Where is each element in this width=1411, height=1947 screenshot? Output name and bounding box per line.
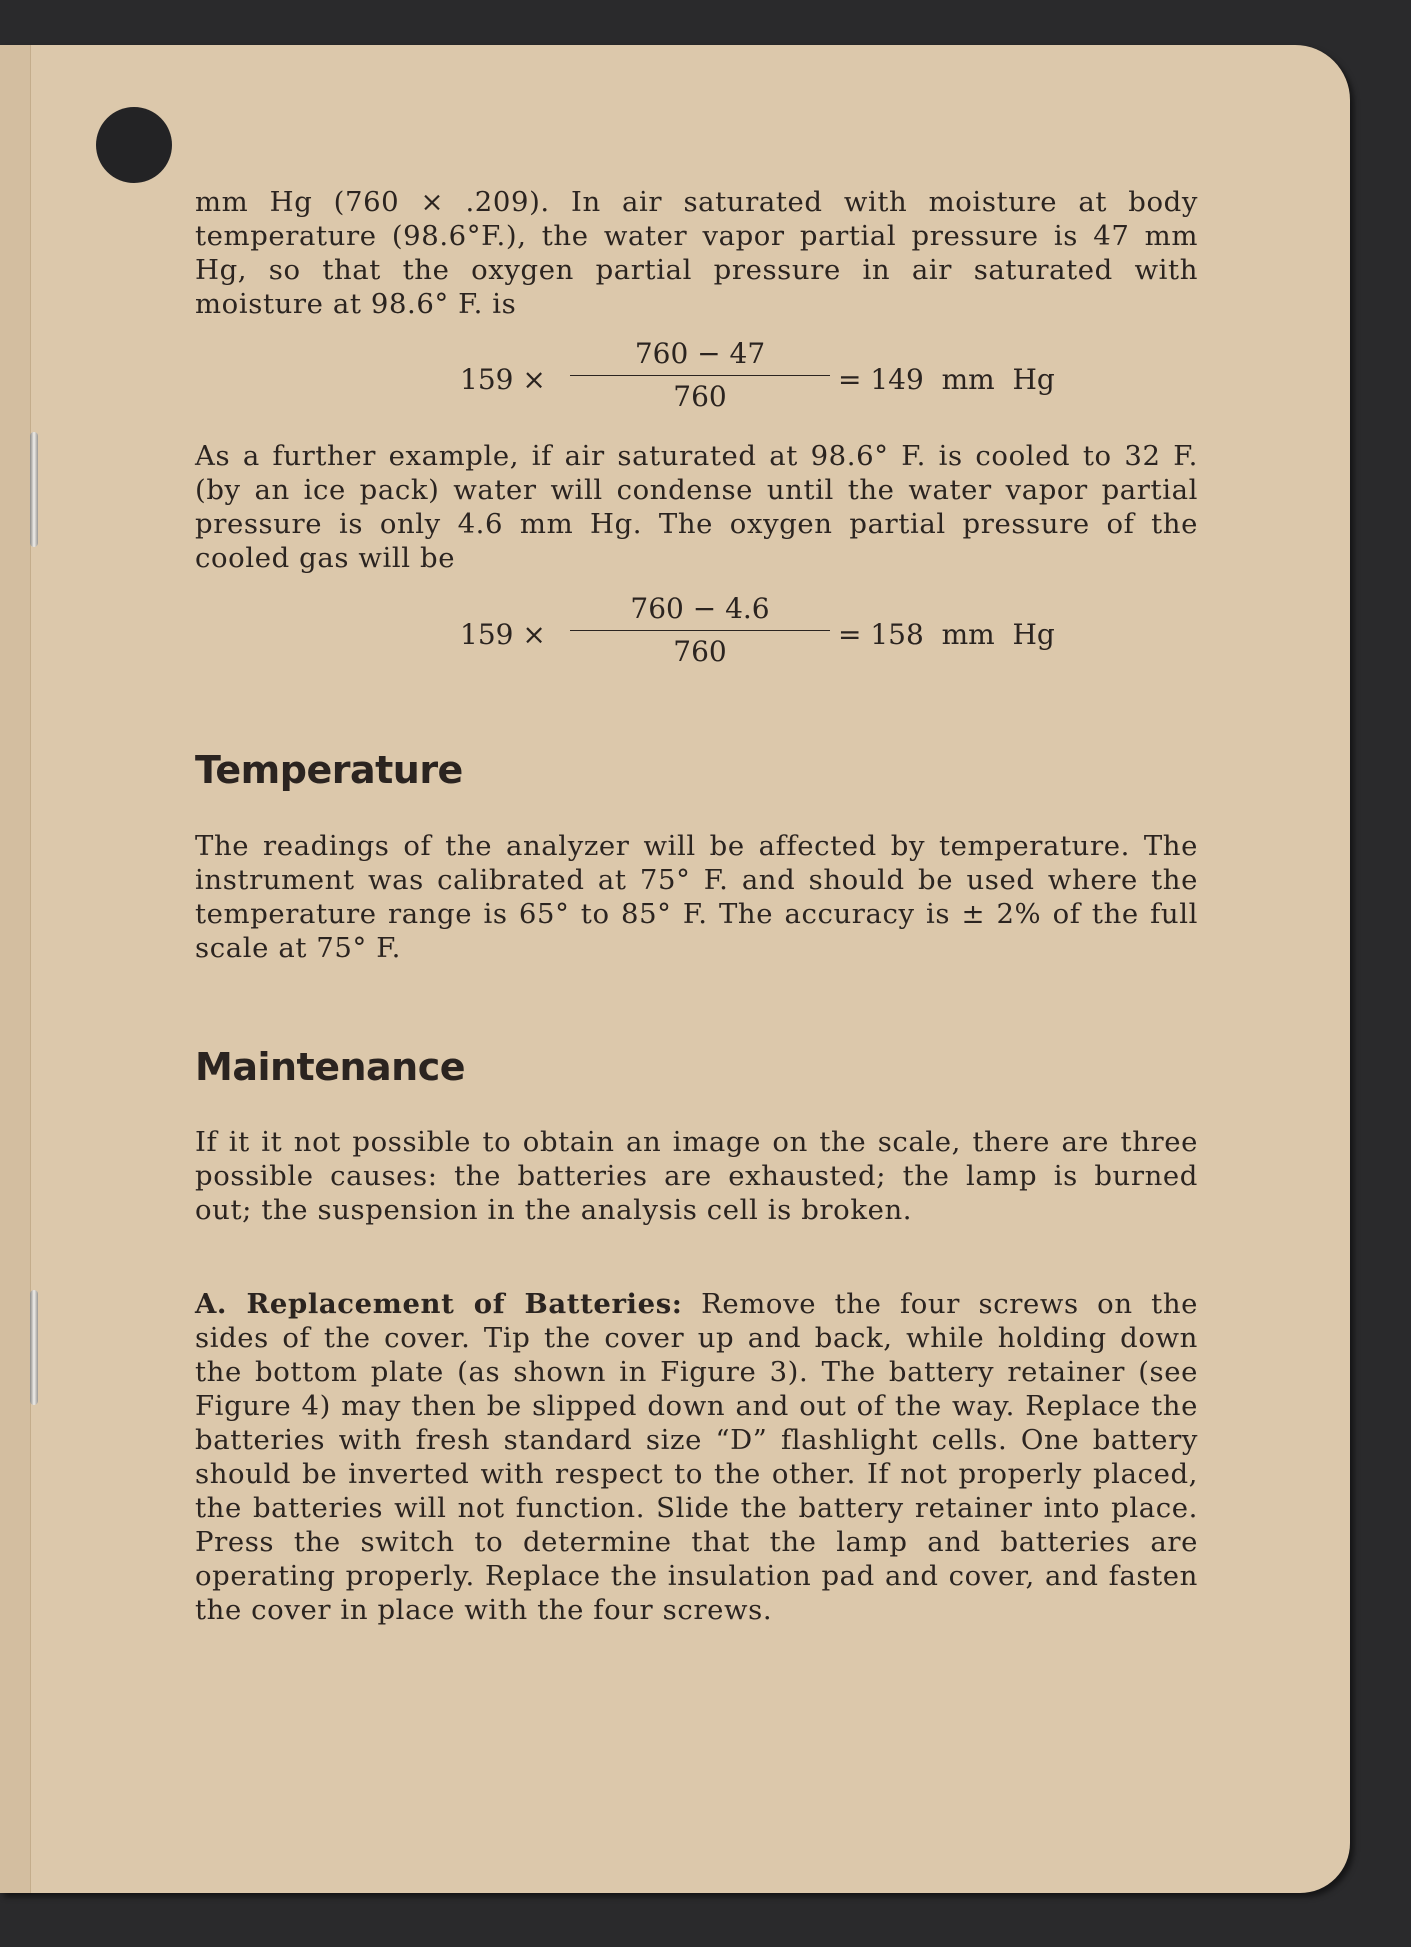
punch-hole xyxy=(96,107,172,183)
equation-2-lhs: 159 × xyxy=(460,618,546,651)
equation-2-fraction xyxy=(570,592,830,668)
equation-1-lhs: 159 × xyxy=(460,363,546,396)
intro-paragraph xyxy=(195,185,1198,321)
maintenance-text: If it it not possible to obtain an image on the scale, there are three possible causes: the batteries are exhausted; the lamp is burned out; the suspension in the analysis cell is broken. xyxy=(195,1126,1198,1226)
section-heading-maintenance: Maintenance xyxy=(195,1045,466,1089)
battery-replacement-paragraph xyxy=(195,1287,1198,1627)
equation-1-fraction xyxy=(570,337,830,413)
booklet-spine xyxy=(0,45,31,1893)
temperature-text: The readings of the analyzer will be affected by temperature. The instrument was calibrated at 75° F. and should be used where the temperature range is 65° to 85° F. The accuracy is ± 2% of the full scale at 75° F. xyxy=(195,830,1198,964)
intro-text: mm Hg (760 × .209). In air saturated with moisture at body temperature (98.6°F.), the water vapor partial pressure is 47 mm Hg, so that the oxygen partial pressure in air saturated with moisture at 98.6° F. is xyxy=(195,186,1198,320)
example-text: As a further example, if air saturated at 98.6° F. is cooled to 32 F. (by an ice pack) water will condense until the water vapor partial pressure is only 4.6 mm Hg. The oxygen partial pressure of the cooled gas will be xyxy=(195,440,1198,574)
equation-1-rhs: = 149 mm Hg xyxy=(838,363,1055,396)
equation-2-denominator: 760 xyxy=(673,635,727,668)
battery-replacement-text xyxy=(195,1287,1198,1627)
temperature-paragraph xyxy=(195,829,1198,965)
maintenance-paragraph xyxy=(195,1125,1198,1227)
staple-bottom xyxy=(30,1290,38,1405)
equation-2-rhs: = 158 mm Hg xyxy=(838,618,1055,651)
subsection-label: A. Replacement of Batteries: xyxy=(195,1288,683,1320)
subsection-body: Remove the four screws on the sides of the cover. Tip the cover up and back, while holding down the bottom plate (as shown in Figure 3). The battery retainer (see Figure 4) may then be slipped down and out of the way. Replace the batteries with fresh standard size “D” flashlight cells. One battery should be inverted with respect to the other. If not properly placed, the batteries will not function. Slide the battery retainer into place. Press the switch to determine that the lamp and batteries are operating properly. Replace the insulation pad and cover, and fasten the cover in place with the four screws. xyxy=(195,1288,1199,1626)
section-heading-temperature: Temperature xyxy=(195,748,463,792)
staple-top xyxy=(30,432,38,547)
example-paragraph xyxy=(195,439,1198,575)
equation-1-denominator: 760 xyxy=(673,380,727,413)
equation-1 xyxy=(460,337,1100,427)
equation-1-numerator: 760 − 47 xyxy=(634,337,766,370)
equation-2-numerator: 760 − 4.6 xyxy=(630,592,770,625)
equation-2 xyxy=(460,592,1100,682)
